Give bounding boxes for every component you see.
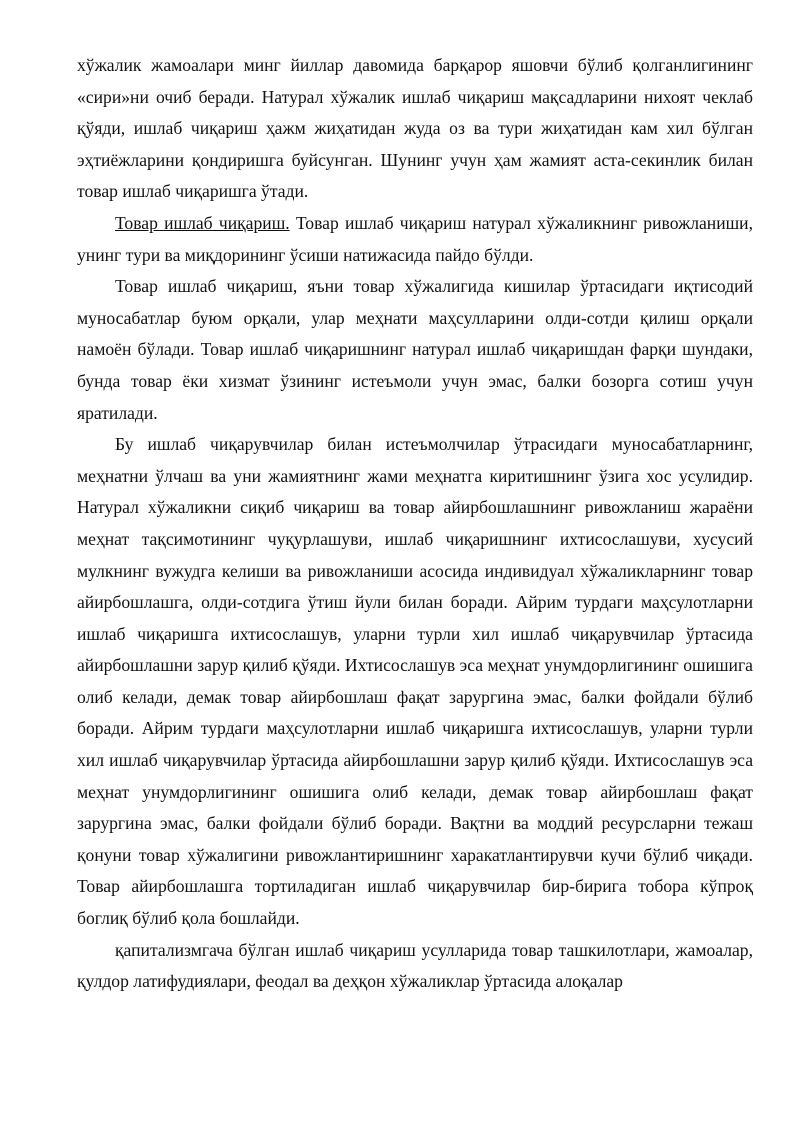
- paragraph-continuation: хўжалик жамоалари минг йиллар давомида барқарор яшовчи бўлиб қолганлигининг «сири»ни очиб беради. Натурал хўжалик ишлаб чиқариш мақсадларини нихоят чеклаб қўяди, ишлаб чиқариш ҳажм жиҳатидан жуда оз ва тури жиҳатидан кам хил бўлган эҳтиёжларини қондиришга буйсунган. Шунинг учун ҳам жамият аста-секинлик билан товар ишлаб чиқаришга ўтади.: [77, 55, 753, 202]
- paragraph-specialization: Бу ишлаб чиқарувчилар билан истеъмолчилар ўтрасидаги муносабатларнинг, меҳнатни ўлчаш ва уни жамиятнинг жами меҳнатга киритишнинг ўзига хос усулидир. Натурал хўжаликни сиқиб чиқариш ва товар айирбошлашнинг ривожланиш жараёни меҳнат тақсимотининг чуқурлашуви, ишлаб чиқаришнинг ихтисослашуви, хусусий мулкнинг вужудга келиши ва ривожланиши асосида индивидуал хўжаликларнинг товар айирбошлашга, олди-сотдига ўтиш йули билан боради. Айрим турдаги маҳсулотларни ишлаб чиқаришга ихтисослашув, уларни турли хил ишлаб чиқарувчилар ўртасида айирбошлашни зарур қилиб қўяди. Ихтисослашув эса меҳнат унумдорлигининг ошишига олиб келади, демак товар айирбошлаш фақат зарургина эмас, балки фойдали бўлиб боради. Айрим турдаги маҳсулотларни ишлаб чиқаришга ихтисослашув, уларни турли хил ишлаб чиқарувчилар ўртасида айирбошлашни зарур қилиб қўяди. Ихтисослашув эса меҳнат унумдорлигининг ошишига олиб келади, демак товар айирбошлаш фақат зарургина эмас, балки фойдали бўлиб боради. Вақтни ва моддий ресурсларни тежаш қонуни товар хўжалигини ривожлантиришнинг харакатлантирувчи кучи бўлиб чиқади. Товар айирбошлашга тортиладиган ишлаб чиқарувчилар бир-бирига тобора кўпроқ боглиқ бўлиб қола бошлайди.: [77, 434, 753, 929]
- paragraph-text: Товар ишлаб чиқариш натурал хўжаликнинг ривожланиши, унинг тури ва миқдорининг ўсиши натижасида пайдо бўлди.: [77, 212, 753, 265]
- section-heading: Товар ишлаб чиқариш.: [115, 212, 290, 233]
- paragraph-precapitalist: қапитализмгача бўлган ишлаб чиқариш усулларида товар ташкилотлари, жамоалар, қулдор латифудиялари, феодал ва деҳқон хўжаликлар ўртасида алоқалар: [77, 939, 753, 992]
- paragraph-commodity-production: [77, 208, 753, 271]
- document-page: [77, 50, 753, 998]
- paragraph-economic-relations: Товар ишлаб чиқариш, яъни товар хўжалигида кишилар ўртасидаги иқтисодий муносабатлар буюм орқали, улар меҳнати маҳсулларини олди-сотди қилиш орқали намоён бўлади. Товар ишлаб чиқаришнинг натурал ишлаб чиқаришдан фарқи шундаки, бунда товар ёки хизмат ўзининг истеъмоли учун эмас, балки бозорга сотиш учун яратилади.: [77, 276, 753, 423]
